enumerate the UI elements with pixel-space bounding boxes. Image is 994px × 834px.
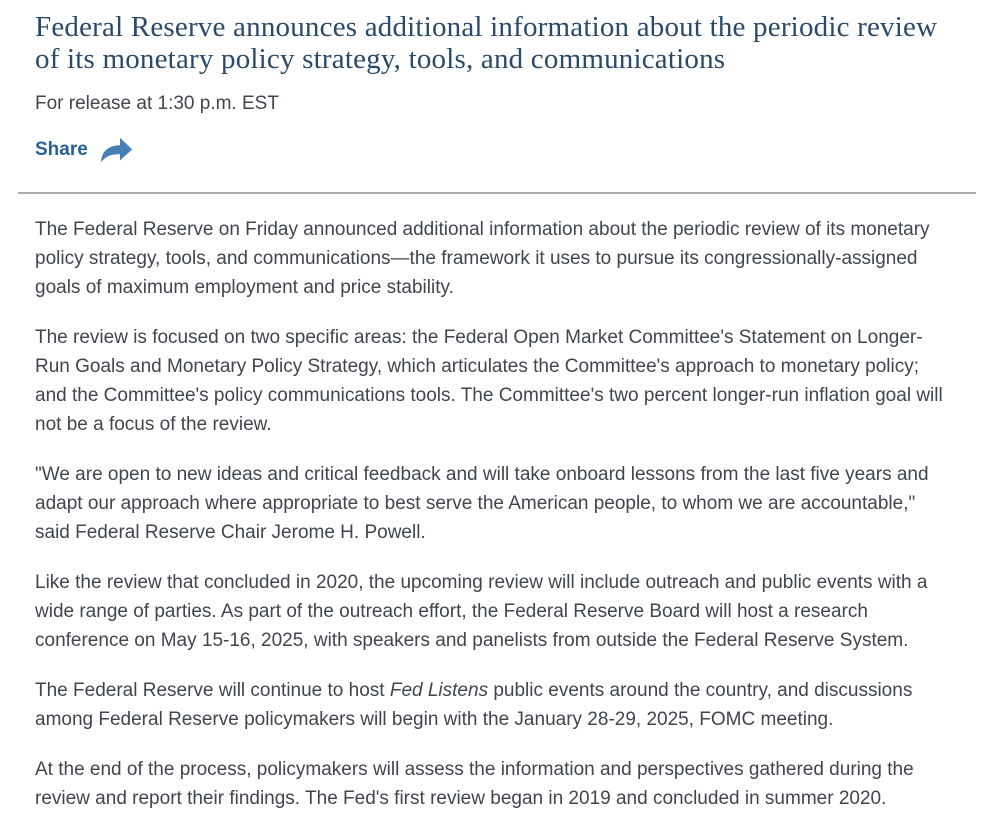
header-divider (18, 192, 976, 194)
paragraph-5-text-before: The Federal Reserve will continue to host (35, 679, 390, 701)
paragraph-6: At the end of the process, policymakers will assess the information and perspectives gathered during the review and report their findings. The Fed's first review began in 2019 and concluded in summer 2020. (35, 758, 914, 809)
share-link[interactable] (35, 137, 134, 163)
paragraph-3: "We are open to new ideas and critical feedback and will take onboard lessons from the last five years and adapt our approach where appropriate to best serve the American people, to whom we are accountable," said Federal Reserve Chair Jerome H. Powell. (35, 463, 929, 543)
share-arrow-icon[interactable] (98, 137, 134, 163)
article-body (35, 215, 947, 813)
paragraph-5 (35, 676, 947, 734)
paragraph-1: The Federal Reserve on Friday announced additional information about the periodic review of its monetary policy strategy, tools, and communications—the framework it uses to pursue its congressionally-assigned goals of maximum employment and price stability. (35, 218, 930, 298)
share-link-label: Share (35, 138, 88, 160)
fed-listens-emphasis: Fed Listens (389, 679, 489, 701)
paragraph-5-text-after: public events around the country, and discussions among Federal Reserve policymakers will begin with the January 28-29, 2025, FOMC meeting. (35, 679, 913, 730)
page-title: Federal Reserve announces additional information about the periodic review of its monetary policy strategy, tools, and communications (35, 11, 938, 75)
paragraph-2: The review is focused on two specific areas: the Federal Open Market Committee's Statement on Longer-Run Goals and Monetary Policy Strategy, which articulates the Committee's approach to monetary policy; and the Committee's policy communications tools. The Committee's two percent longer-run inflation goal will not be a focus of the review. (35, 326, 943, 435)
share-row (35, 137, 947, 163)
paragraph-4: Like the review that concluded in 2020, the upcoming review will include outreach and public events with a wide range of parties. As part of the outreach effort, the Federal Reserve Board will host a research conference on May 15-16, 2025, with speakers and panelists from outside the Federal Reserve System. (35, 571, 928, 651)
release-time-line: For release at 1:30 p.m. EST (35, 92, 279, 114)
press-release-header (35, 12, 947, 163)
